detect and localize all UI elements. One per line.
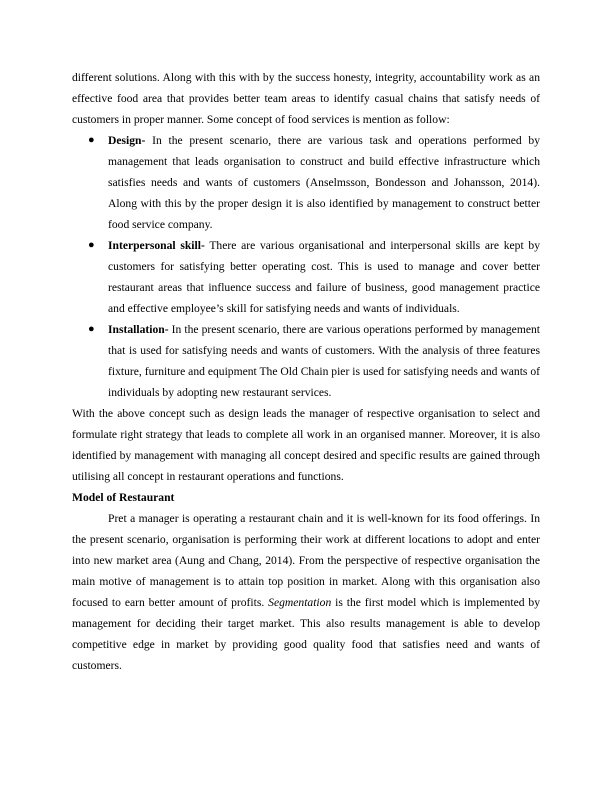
intro-paragraph: different solutions. Along with this with by the success honesty, integrity, accountability work as an effective food area that provides better team areas to identify casual chains that satisfy needs of customers in proper manner. Some concept of food services is mention as follow: — [72, 71, 540, 126]
list-item — [72, 130, 540, 235]
model-paragraph — [72, 508, 540, 676]
summary-paragraph: With the above concept such as design leads the manager of respective organisation to select and formulate right strategy that leads to complete all work in an organised manner. Moreover, it is also identified by management with managing all concept desired and specific results are gained through utilising all concept in restaurant operations and functions. — [72, 407, 540, 483]
bullet-term: Design- — [108, 134, 146, 147]
bullet-term: Interpersonal skill- — [108, 239, 205, 252]
segmentation-term: Segmentation — [268, 596, 332, 609]
bullet-text: In the present scenario, there are various operations performed by management that is used for satisfying needs and wants of customers. With the analysis of three features fixture, furniture and equipment The Old Chain pier is used for satisfying needs and wants of individuals by adopting new restaurant services. — [108, 323, 540, 399]
bullet-icon: ● — [88, 134, 95, 146]
bullet-icon: ● — [88, 323, 95, 335]
model-text-end: is the first model which is implemented by management for deciding their target market. This also results management is able to develop competitive edge in market by providing good quality food that satisfies need and wants of customers. — [72, 596, 540, 672]
bullet-icon: ● — [88, 239, 95, 251]
section-heading: Model of Restaurant — [72, 491, 175, 504]
list-item — [72, 235, 540, 319]
bullet-term: Installation- — [108, 323, 169, 336]
list-item — [72, 319, 540, 403]
food-services-list — [72, 130, 540, 403]
bullet-text: There are various organisational and interpersonal skills are kept by customers for satisfying better operating cost. This is used to manage and cover better restaurant areas that influence success and failure of business, good management practice and effective employee’s skill for satisfying needs and wants of individuals. — [108, 239, 540, 315]
model-text-start: Pret a manager is operating a restaurant chain and it is well-known for its food offerings. In the present scenario, organisation is performing their work at different locations to adopt and enter into new market area (Aung and Chang, 2014). From the perspective of respective organisation the main motive of management is to attain top position in market. Along with this organisation also focused to earn better amount of profits. — [72, 512, 540, 609]
page-content — [72, 67, 540, 676]
bullet-text: In the present scenario, there are various task and operations performed by management that leads organisation to construct and build effective infrastructure which satisfies needs and wants of customers (Anselmsson, Bondesson and Johansson, 2014). Along with this by the proper design it is also identified by management to construct better food service company. — [108, 134, 540, 231]
